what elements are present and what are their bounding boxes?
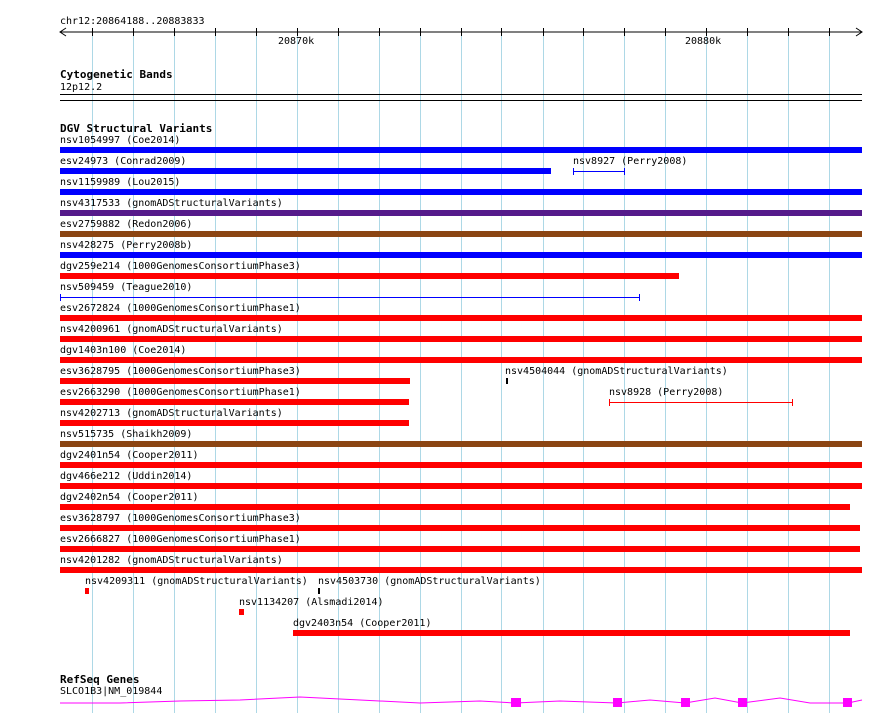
variant-feature[interactable] [60, 261, 679, 279]
variant-label[interactable]: dgv259e214 (1000GenomesConsortiumPhase3) [60, 261, 301, 272]
variant-label[interactable]: esv2663290 (1000GenomesConsortiumPhase1) [60, 387, 301, 398]
variant-label[interactable]: nsv4504044 (gnomADStructuralVariants) [505, 366, 728, 377]
variant-bar[interactable] [60, 189, 862, 195]
variant-bar[interactable] [293, 630, 850, 636]
variant-bar[interactable] [60, 441, 862, 447]
variant-label[interactable]: nsv8927 (Perry2008) [573, 156, 688, 167]
variant-feature[interactable] [573, 156, 687, 175]
variant-bar[interactable] [60, 147, 862, 153]
variant-bar[interactable] [60, 462, 862, 468]
variant-feature[interactable] [60, 408, 409, 426]
variant-feature[interactable] [60, 534, 860, 552]
variant-label[interactable]: nsv4503730 (gnomADStructuralVariants) [318, 576, 541, 587]
refseq-track-title: RefSeq Genes [60, 673, 140, 686]
variant-feature[interactable] [60, 513, 860, 531]
variant-bar[interactable] [60, 168, 551, 174]
variant-bar[interactable] [60, 315, 862, 321]
variant-tick[interactable] [318, 588, 320, 594]
gene-exon[interactable] [738, 698, 747, 707]
variant-label[interactable]: dgv2402n54 (Cooper2011) [60, 492, 199, 503]
variant-label[interactable]: nsv4317533 (gnomADStructuralVariants) [60, 198, 283, 209]
variant-label[interactable]: nsv4202713 (gnomADStructuralVariants) [60, 408, 283, 419]
variant-feature[interactable] [609, 387, 793, 406]
variant-feature[interactable] [505, 366, 728, 384]
variant-tick[interactable] [506, 378, 508, 384]
variant-bar[interactable] [60, 252, 862, 258]
variant-bar[interactable] [60, 357, 862, 363]
variant-label[interactable]: nsv4201282 (gnomADStructuralVariants) [60, 555, 283, 566]
variant-feature[interactable] [60, 366, 410, 384]
variant-label[interactable]: nsv8928 (Perry2008) [609, 387, 724, 398]
variant-label[interactable]: dgv466e212 (Uddin2014) [60, 471, 193, 482]
ruler-tick-label-20870k: 20870k [278, 36, 315, 47]
variant-bar[interactable] [60, 399, 409, 405]
variant-label[interactable]: esv2759882 (Redon2006) [60, 219, 193, 230]
variant-bar[interactable] [60, 378, 410, 384]
variant-feature[interactable] [318, 576, 541, 594]
variant-feature[interactable] [60, 387, 409, 405]
refseq-gene-label[interactable]: SLCO1B3|NM_019844 [60, 686, 163, 697]
variant-label[interactable]: nsv1159989 (Lou2015) [60, 177, 181, 188]
variant-label[interactable]: esv2666827 (1000GenomesConsortiumPhase1) [60, 534, 301, 545]
gene-exon[interactable] [843, 698, 852, 707]
locus-label: chr12:20864188..20883833 [60, 16, 205, 27]
variant-bar[interactable] [60, 210, 862, 216]
variant-label[interactable]: nsv428275 (Perry2008b) [60, 240, 193, 251]
variant-bar[interactable] [60, 420, 409, 426]
variant-label[interactable]: nsv1054997 (Coe2014) [60, 135, 181, 146]
variant-label[interactable]: esv3628795 (1000GenomesConsortiumPhase3) [60, 366, 301, 377]
variant-bar[interactable] [60, 483, 862, 489]
variant-feature[interactable] [60, 156, 551, 174]
variant-label[interactable]: nsv4200961 (gnomADStructuralVariants) [60, 324, 283, 335]
gene-exon[interactable] [681, 698, 690, 707]
variant-label[interactable]: esv3628797 (1000GenomesConsortiumPhase3) [60, 513, 301, 524]
variant-feature[interactable] [239, 597, 384, 615]
variant-label[interactable]: nsv509459 (Teague2010) [60, 282, 193, 293]
variant-label[interactable]: dgv2403n54 (Cooper2011) [293, 618, 432, 629]
variant-bar[interactable] [60, 567, 862, 573]
variant-bar[interactable] [239, 609, 244, 615]
variant-feature[interactable] [60, 282, 640, 301]
variant-bar[interactable] [60, 525, 860, 531]
variant-label[interactable]: esv2672824 (1000GenomesConsortiumPhase1) [60, 303, 301, 314]
variant-bar[interactable] [85, 588, 89, 594]
variant-label[interactable]: esv24973 (Conrad2009) [60, 156, 187, 167]
variant-bar[interactable] [60, 504, 850, 510]
variant-feature[interactable] [60, 492, 850, 510]
dgv-track-title: DGV Structural Variants [60, 122, 213, 135]
variant-label[interactable]: nsv4209311 (gnomADStructuralVariants) [85, 576, 308, 587]
variant-label[interactable]: nsv515735 (Shaikh2009) [60, 429, 193, 440]
cytoband-label[interactable]: 12p12.2 [60, 82, 103, 93]
variant-label[interactable]: dgv2401n54 (Cooper2011) [60, 450, 199, 461]
variant-bar[interactable] [60, 336, 862, 342]
variant-feature[interactable] [85, 576, 308, 594]
variant-bar[interactable] [60, 546, 860, 552]
variant-feature[interactable] [293, 618, 850, 636]
ruler-tick-label-20880k: 20880k [685, 36, 722, 47]
gene-exon[interactable] [613, 698, 622, 707]
gene-exon[interactable] [511, 698, 521, 707]
variant-label[interactable]: dgv1403n100 (Coe2014) [60, 345, 187, 356]
cytoband-track-title: Cytogenetic Bands [60, 68, 173, 81]
variant-label[interactable]: nsv1134207 (Alsmadi2014) [239, 597, 384, 608]
variant-bar[interactable] [60, 231, 862, 237]
variant-bar[interactable] [60, 273, 679, 279]
